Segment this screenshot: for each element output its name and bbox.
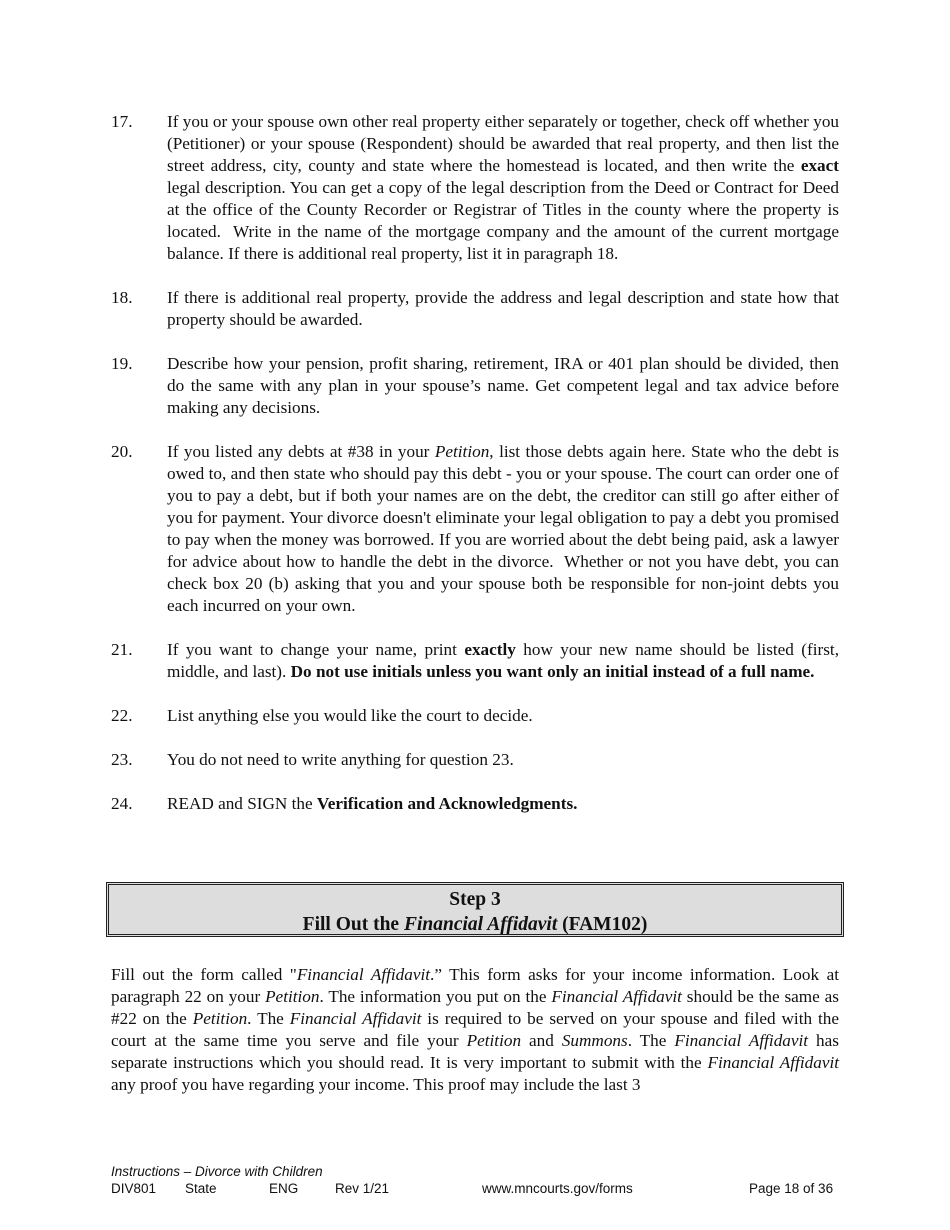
instruction-item: [111, 705, 839, 727]
step-subtitle: [109, 912, 841, 937]
instruction-number: 22.: [111, 706, 133, 725]
instruction-item: [111, 639, 839, 683]
instruction-item: [111, 749, 839, 771]
instruction-text: If there is additional real property, provide the address and legal description and state how that property should be awarded.: [167, 288, 839, 329]
instruction-list: [111, 111, 839, 837]
instruction-text: Describe how your pension, profit sharing, retirement, IRA or 401 plan should be divided, then do the same with any plan in your spouse’s name. Get competent legal and tax advice before making any decisions.: [167, 354, 839, 417]
instruction-item: [111, 111, 839, 265]
instruction-number: 20.: [111, 442, 133, 461]
instruction-number: 24.: [111, 794, 133, 813]
instruction-number: 23.: [111, 750, 133, 769]
instruction-item: [111, 793, 839, 815]
step-subtitle-code: (FAM102): [557, 914, 648, 935]
step-3-header: [106, 882, 844, 937]
instruction-text: List anything else you would like the court to decide.: [167, 706, 533, 725]
financial-affidavit-paragraph: Fill out the form called "Financial Affidavit.” This form asks for your income information. Look at paragraph 22 on your Petition. The information you put on the Financial Affidavit should be the same as #22 on the Petition. The Financial Affidavit is required to be served on your spouse and filed with the court at the same time you serve and file your Petition and Summons. The Financial Affidavit has separate instructions which you should read. It is very important to submit with the Financial Affidavit any proof you have regarding your income. This proof may include the last 3: [111, 965, 839, 1094]
instruction-item: [111, 353, 839, 419]
instruction-text: READ and SIGN the Verification and Acknowledgments.: [167, 794, 578, 813]
step-title: Step 3: [449, 889, 501, 910]
instruction-text: If you listed any debts at #38 in your Petition, list those debts again here. State who the debt is owed to, and then state who should pay this debt - you or your spouse. The court can order one of you to pay a debt, but if both your names are on the debt, the creditor can still go after either of you for payment. Your divorce doesn't eliminate your legal obligation to pay a debt you promised to pay when the money was borrowed. If you are worried about the debt being paid, ask a lawyer for advice about how to handle the debt in the divorce. Whether or not you have debt, you can check box 20 (b) asking that you and your spouse both be responsible for non-joint debts you each incurred on your own.: [167, 442, 839, 615]
instruction-number: 17.: [111, 112, 133, 131]
footer-form-code: DIV801: [111, 1181, 157, 1196]
instruction-text: If you or your spouse own other real property either separately or together, check off whether you (Petitioner) or your spouse (Respondent) should be awarded that real property, and then list the street address, city, county and state where the homestead is located, and then write the exact legal description. You can get a copy of the legal description from the Deed or Contract for Deed at the office of the County Recorder or Registrar of Titles in the county where the property is located. Write in the name of the mortgage company and the amount of the current mortgage balance. If there is additional real property, list it in paragraph 18.: [167, 112, 839, 263]
footer-page-number: Page 18 of 36: [749, 1181, 834, 1196]
instruction-number: 18.: [111, 288, 133, 307]
footer-revision: Rev 1/21: [335, 1181, 390, 1196]
instruction-text: If you want to change your name, print exactly how your new name should be listed (first, middle, and last). Do not use initials unless you want only an initial instead of a full name.: [167, 640, 839, 681]
page-footer: [111, 1163, 839, 1197]
footer-title: Instructions – Divorce with Children: [111, 1164, 323, 1179]
footer-state: State: [185, 1181, 217, 1196]
instruction-number: 21.: [111, 640, 133, 659]
instruction-item: [111, 441, 839, 617]
step-subtitle-form-name: Financial Affidavit: [403, 914, 558, 935]
footer-url: www.mncourts.gov/forms: [482, 1181, 633, 1196]
step-subtitle-prefix: Fill Out the: [302, 914, 404, 935]
instruction-number: 19.: [111, 354, 133, 373]
instruction-item: [111, 287, 839, 331]
instruction-text: You do not need to write anything for question 23.: [167, 750, 514, 769]
footer-language: ENG: [269, 1181, 299, 1196]
